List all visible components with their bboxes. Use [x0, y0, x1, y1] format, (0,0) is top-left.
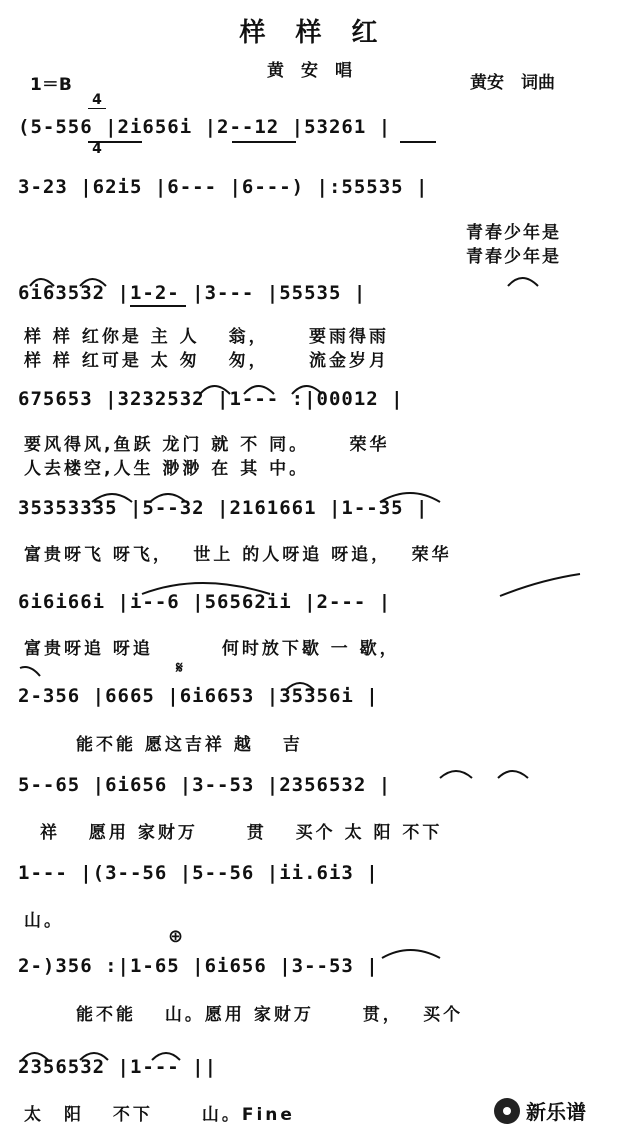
meter-bottom: 4 [92, 141, 102, 157]
lyric-row-8: 祥 愿用 家财万 贯 买个 太 阳 不下 [40, 823, 443, 843]
song-title: 样 样 红 [239, 18, 380, 48]
slur-mark [498, 771, 528, 778]
notation-row-10: 2-)356 :|1-65 |6i656 |3--53 | [18, 955, 379, 977]
slur-mark [500, 574, 580, 596]
lyric-row-2-verse-2: 青春少年是 [466, 247, 561, 267]
lyric-row-5: 富贵呀飞 呀飞， 世上 的人呀追 呀追， 荣华 [24, 545, 452, 565]
notation-row-3: 6i63532 |1-2- |3--- |55535 | [18, 282, 367, 304]
lyric-row-10: 能不能 山。愿用 家财万 贯， 买个 [76, 1005, 464, 1025]
lyric-row-4-verse-2: 人去楼空,人生 渺渺 在 其 中。 [24, 459, 310, 479]
lyric-row-2-verse-1: 青春少年是 [466, 223, 561, 243]
site-logo [494, 1096, 586, 1125]
notation-row-9: 1--- |(3--56 |5--56 |ii.6i3 | [18, 862, 379, 884]
slur-mark [20, 667, 40, 676]
slur-mark [382, 950, 440, 958]
lyric-row-3-verse-2: 样 样 红可是 太 匆 匆， 流金岁月 [24, 351, 390, 371]
notation-row-7: 2-356 |6665 |6i6653 |35356i | [18, 685, 379, 707]
lyric-row-4-verse-1: 要风得风,鱼跃 龙门 就 不 同。 荣华 [24, 435, 390, 455]
notation-row-8: 5--65 |6i656 |3--53 |2356532 | [18, 774, 392, 796]
coda-sign: ⊕ [168, 926, 184, 947]
notation-row-2: 3-23 |62i5 |6--- |6---) |:55535 | [18, 176, 429, 198]
segno-sign: 𝄋 [176, 658, 183, 677]
lyric-row-7: 能不能 愿这吉祥 越 吉 [76, 735, 303, 755]
record-disc-icon [494, 1098, 520, 1124]
singer-credit: 黄 安 唱 [267, 61, 352, 81]
key-signature: 1＝B [30, 75, 72, 95]
author-credit: 黄安 词曲 [470, 73, 555, 93]
notation-row-4: 675653 |3232532 |1--- :|00012 | [18, 388, 404, 410]
slur-mark [508, 278, 538, 286]
notation-row-6: 6i6i66i |i--6 |56562ii |2--- | [18, 591, 392, 613]
logo-text: 新乐谱 [526, 1100, 586, 1124]
slur-mark [440, 771, 472, 778]
notation-row-1: (5-556 |2i656i |2--12 |53261 | [18, 116, 392, 138]
lyric-row-3-verse-1: 样 样 红你是 主 人 翁， 要雨得雨 [24, 327, 390, 347]
lyric-row-6: 富贵呀追 呀追 何时放下歇 一 歇， [24, 639, 400, 659]
lyric-row-11: 太 阳 不下 山。Fine [24, 1105, 295, 1125]
lyric-row-9: 山。 [24, 911, 64, 931]
meter-top: 4 [88, 92, 106, 109]
notation-row-5: 35353335 |5--32 |2161661 |1--35 | [18, 497, 429, 519]
notation-row-11: 2356532 |1--- || [18, 1056, 218, 1078]
